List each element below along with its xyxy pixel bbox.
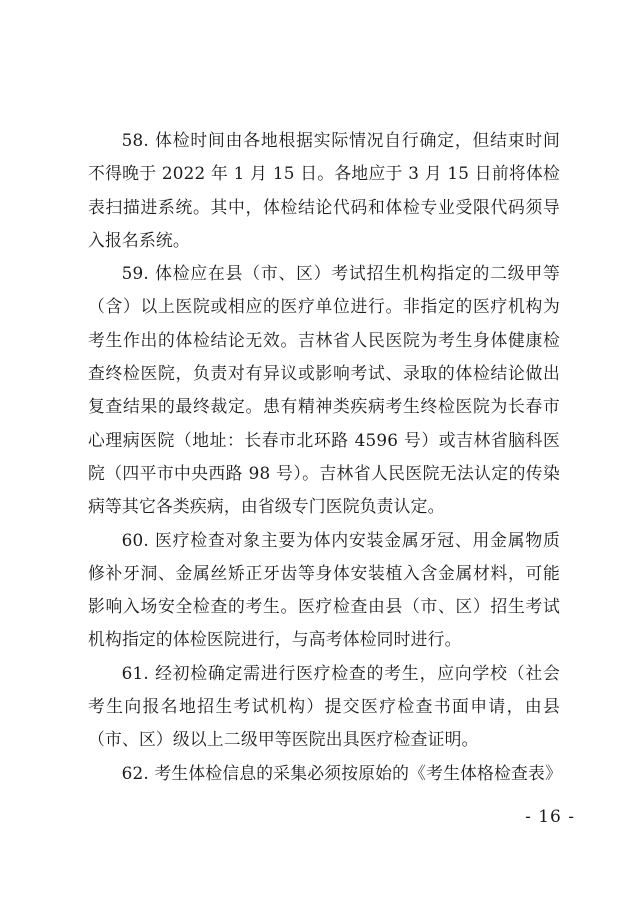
paragraph-58: 58. 体检时间由各地根据实际情况自行确定，但结束时间不得晚于 2022 年 1 月 15 日。各地应于 3 月 15 日前将体检表扫描进系统。其中，体检结论代码和体检专业受限代码须导入报名系统。 (88, 130, 560, 250)
page-number: - 16 - (525, 807, 575, 827)
paragraph-59: 59. 体检应在县（市、区）考试招生机构指定的二级甲等（含）以上医院或相应的医疗单位进行。非指定的医疗机构为考生作出的体检结论无效。吉林省人民医院为考生身体健康检查终检医院，负责对有异议或影响考试、录取的体检结论做出复查结果的最终裁定。患有精神类疾病考生终检医院为长春市心理病医院（地址：长春市北环路 4596 号）或吉林省脑科医院（四平市中央西路 98 号）。吉林省人民医院无法认定的传染病等其它各类疾病，由省级专门医院负责认定。 (88, 263, 560, 517)
paragraph-61: 61. 经初检确定需进行医疗检查的考生，应向学校（社会考生向报名地招生考试机构）提交医疗检查书面申请，由县（市、区）级以上二级甲等医院出具医疗检查证明。 (88, 662, 560, 750)
paragraph-62: 62. 考生体检信息的采集必须按原始的《考生体格检查表》 (121, 762, 562, 783)
document-body (88, 124, 560, 790)
paragraph-60: 60. 医疗检查对象主要为体内安装金属牙冠、用金属物质修补牙洞、金属丝矫正牙齿等身体安装植入含金属材料，可能影响入场安全检查的考生。医疗检查由县（市、区）招生考试机构指定的体检医院进行，与高考体检同时进行。 (88, 529, 560, 650)
